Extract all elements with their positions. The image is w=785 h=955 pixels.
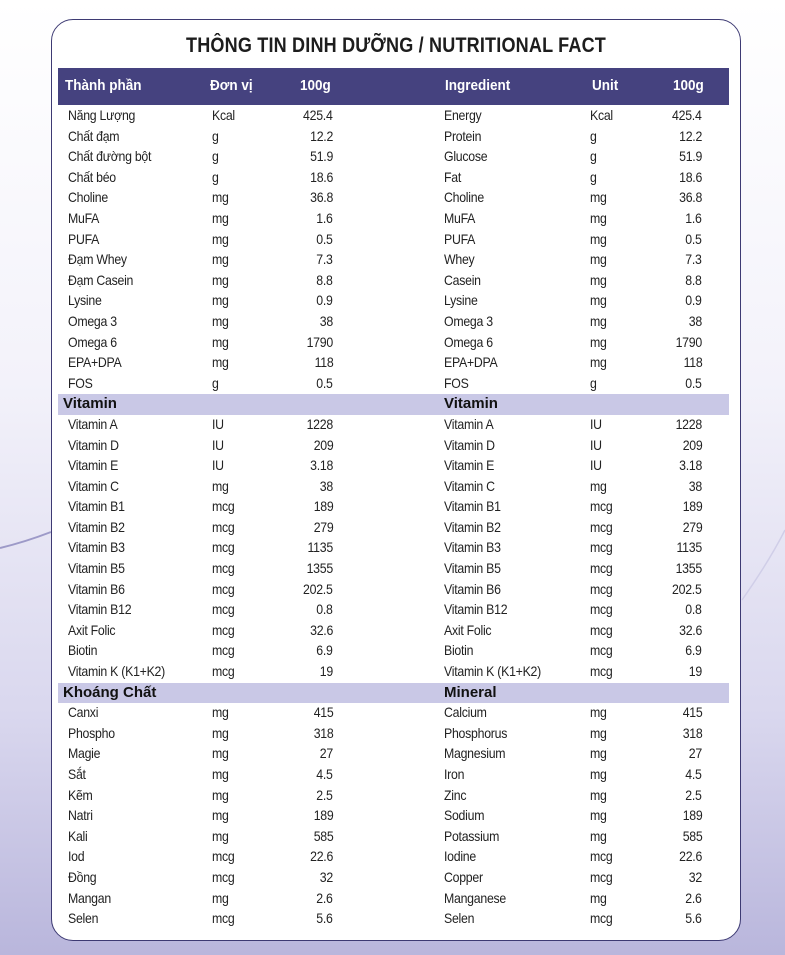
table-row [52, 538, 742, 559]
table-row [52, 662, 742, 683]
en-value: 32.6 [679, 621, 702, 638]
vi-value: 318 [313, 724, 333, 741]
vi-name: Magie [68, 745, 101, 762]
en-value: 8.8 [685, 271, 702, 288]
en-name: Vitamin B3 [444, 539, 501, 556]
vi-unit: mcg [212, 601, 235, 618]
en-unit: mg [590, 766, 607, 782]
section-title-vi: Khoáng Chất [63, 683, 157, 701]
en-name: Vitamin E [444, 457, 495, 474]
vi-name: Vitamin B12 [68, 601, 132, 618]
table-row [52, 230, 742, 251]
vi-unit: mg [212, 333, 229, 350]
en-unit: mg [590, 827, 607, 844]
vi-name: Đạm Whey [68, 251, 127, 268]
en-name: Protein [444, 127, 482, 144]
vi-value: 18.6 [310, 168, 333, 185]
table-row [52, 291, 742, 312]
en-value: 51.9 [679, 148, 702, 165]
en-value: 0.5 [685, 230, 702, 247]
vi-value: 1.6 [316, 209, 333, 226]
table-row [52, 374, 742, 395]
vi-unit: mcg [212, 848, 235, 865]
vi-name: Chất đạm [68, 127, 120, 144]
table-row [52, 147, 742, 168]
table-row [52, 889, 742, 910]
vi-unit: IU [212, 415, 224, 432]
table-row [52, 909, 742, 930]
en-unit: mcg [590, 663, 613, 680]
en-unit: g [590, 127, 597, 144]
en-name: Axit Folic [444, 621, 492, 638]
en-unit: mcg [590, 601, 613, 618]
vi-value: 0.5 [316, 374, 333, 391]
en-value: 425.4 [672, 107, 702, 123]
en-value: 3.18 [679, 457, 702, 474]
vi-unit: mcg [212, 539, 235, 556]
en-unit: mcg [590, 518, 613, 535]
vi-value: 1135 [307, 539, 333, 556]
en-unit: mg [590, 807, 607, 824]
en-value: 0.5 [685, 374, 702, 391]
table-row [52, 127, 742, 148]
vi-unit: g [212, 374, 219, 391]
vi-name: Đạm Casein [68, 271, 134, 288]
table-row [52, 621, 742, 642]
en-unit: mg [590, 354, 607, 371]
vi-name: Đồng [68, 868, 97, 885]
en-value: 209 [682, 436, 702, 453]
table-row [52, 744, 742, 765]
en-name: Casein [444, 271, 481, 288]
vi-unit: mg [212, 786, 229, 803]
table-row [52, 477, 742, 498]
vi-unit: mcg [212, 580, 235, 597]
en-value: 38 [688, 312, 702, 329]
table-row [52, 456, 742, 477]
en-value: 202.5 [672, 580, 702, 597]
en-unit: mcg [590, 910, 613, 927]
en-unit: g [590, 148, 597, 165]
vi-unit: mg [212, 209, 229, 226]
en-name: Biotin [444, 642, 474, 659]
en-unit: mg [590, 209, 607, 226]
en-unit: mcg [590, 560, 613, 577]
en-value: 1355 [675, 560, 702, 577]
vi-name: Lysine [68, 292, 102, 309]
vi-name: Mangan [68, 889, 111, 906]
vi-name: Vitamin E [68, 457, 119, 474]
vi-name: Vitamin C [68, 477, 119, 494]
vi-value: 189 [313, 807, 333, 824]
vi-unit: mcg [212, 621, 235, 638]
vi-name: EPA+DPA [68, 354, 122, 371]
vi-value: 38 [319, 477, 333, 494]
vi-value: 32 [319, 868, 333, 885]
en-value: 38 [688, 477, 702, 494]
en-name: Whey [444, 251, 475, 268]
vi-unit: g [212, 148, 219, 165]
en-unit: g [590, 374, 597, 391]
en-value: 27 [688, 745, 702, 762]
en-value: 585 [682, 827, 702, 844]
table-row [52, 436, 742, 457]
vi-value: 4.5 [316, 766, 333, 782]
vi-name: Biotin [68, 642, 98, 659]
table-header [58, 68, 729, 105]
table-row [52, 786, 742, 807]
en-unit: mg [590, 889, 607, 906]
vi-unit: mcg [212, 910, 235, 927]
en-value: 4.5 [685, 766, 702, 782]
table-row [52, 168, 742, 189]
vi-value: 189 [313, 498, 333, 515]
vi-name: Vitamin B3 [68, 539, 125, 556]
vi-value: 415 [313, 704, 333, 721]
vi-name: Vitamin K (K1+K2) [68, 663, 165, 680]
en-name: Phosphorus [444, 724, 508, 741]
en-value: 415 [682, 704, 702, 721]
vi-value: 0.8 [316, 601, 333, 618]
en-unit: mg [590, 312, 607, 329]
en-name: Vitamin C [444, 477, 495, 494]
en-unit: Kcal [590, 107, 613, 123]
en-value: 1135 [676, 539, 702, 556]
en-name: Vitamin D [444, 436, 495, 453]
vi-name: Natri [68, 807, 93, 824]
vi-unit: Kcal [212, 107, 235, 123]
en-name: Omega 3 [444, 312, 493, 329]
en-value: 36.8 [679, 189, 702, 206]
en-unit: mcg [590, 539, 613, 556]
vi-value: 6.9 [316, 642, 333, 659]
vi-unit: mcg [212, 663, 235, 680]
en-unit: g [590, 168, 597, 185]
en-unit: IU [590, 436, 602, 453]
en-name: Manganese [444, 889, 507, 906]
en-unit: mg [590, 477, 607, 494]
vi-value: 7.3 [316, 251, 333, 268]
vi-unit: IU [212, 457, 224, 474]
en-value: 12.2 [679, 127, 702, 144]
header-en-amount: 100g [673, 77, 704, 94]
en-value: 32 [688, 868, 702, 885]
en-value: 2.5 [685, 786, 702, 803]
vi-value: 38 [319, 312, 333, 329]
table-row [52, 806, 742, 827]
vi-value: 22.6 [310, 848, 333, 865]
en-name: Vitamin B1 [444, 498, 501, 515]
en-name: Vitamin K (K1+K2) [444, 663, 541, 680]
table-row [52, 868, 742, 889]
en-value: 22.6 [679, 848, 702, 865]
en-value: 19 [688, 663, 702, 680]
en-unit: mcg [590, 848, 613, 865]
vi-value: 8.8 [316, 271, 333, 288]
en-name: Choline [444, 189, 484, 206]
vi-name: Axit Folic [68, 621, 116, 638]
vi-name: Chất béo [68, 168, 116, 185]
section-header [58, 394, 729, 415]
vi-value: 3.18 [310, 457, 333, 474]
header-vi-unit: Đơn vị [210, 77, 253, 94]
en-unit: mg [590, 333, 607, 350]
vi-value: 0.9 [316, 292, 333, 309]
vi-unit: mg [212, 889, 229, 906]
vi-name: Vitamin B6 [68, 580, 125, 597]
en-value: 118 [683, 354, 702, 371]
vi-value: 27 [319, 745, 333, 762]
vi-unit: mg [212, 312, 229, 329]
en-unit: mcg [590, 498, 613, 515]
vi-unit: mg [212, 230, 229, 247]
en-unit: mg [590, 230, 607, 247]
en-unit: mg [590, 292, 607, 309]
table-row [52, 353, 742, 374]
en-name: MuFA [444, 209, 476, 226]
en-value: 0.9 [685, 292, 702, 309]
table-row [52, 188, 742, 209]
table-row [52, 106, 742, 127]
en-name: Zinc [444, 786, 467, 803]
en-name: Vitamin A [444, 415, 494, 432]
en-value: 5.6 [685, 910, 702, 927]
vi-name: Selen [68, 910, 99, 927]
en-unit: IU [590, 457, 602, 474]
nutrition-card [51, 19, 741, 941]
vi-unit: mg [212, 827, 229, 844]
table-row [52, 703, 742, 724]
en-unit: IU [590, 415, 602, 432]
en-unit: mg [590, 745, 607, 762]
vi-name: Vitamin B2 [68, 518, 125, 535]
en-unit: mg [590, 704, 607, 721]
en-name: Fat [444, 168, 462, 185]
vi-value: 51.9 [310, 148, 333, 165]
en-name: Sodium [444, 807, 485, 824]
en-name: Vitamin B5 [444, 560, 501, 577]
nutrition-table-body [52, 106, 742, 930]
en-name: Iron [444, 766, 465, 782]
en-name: Copper [444, 868, 483, 885]
en-name: Vitamin B2 [444, 518, 501, 535]
header-vi-ingredient: Thành phần [65, 77, 142, 94]
table-row [52, 415, 742, 436]
table-row [52, 312, 742, 333]
vi-value: 2.5 [316, 786, 333, 803]
vi-unit: mcg [212, 642, 235, 659]
vi-name: Chất đường bột [68, 148, 152, 165]
vi-value: 12.2 [310, 127, 333, 144]
en-value: 6.9 [685, 642, 702, 659]
en-value: 18.6 [679, 168, 702, 185]
vi-unit: mg [212, 271, 229, 288]
table-row [52, 559, 742, 580]
section-title-en: Mineral [444, 683, 497, 701]
en-unit: mg [590, 189, 607, 206]
en-value: 7.3 [685, 251, 702, 268]
en-name: Vitamin B6 [444, 580, 501, 597]
vi-value: 1355 [306, 560, 333, 577]
vi-value: 0.5 [316, 230, 333, 247]
vi-name: Vitamin B1 [68, 498, 125, 515]
vi-name: Vitamin B5 [68, 560, 125, 577]
en-name: FOS [444, 374, 469, 391]
vi-value: 36.8 [310, 189, 333, 206]
table-row [52, 250, 742, 271]
table-row [52, 641, 742, 662]
vi-value: 202.5 [303, 580, 333, 597]
vi-unit: mg [212, 724, 229, 741]
vi-name: PUFA [68, 230, 100, 247]
en-name: Potassium [444, 827, 500, 844]
vi-unit: mcg [212, 498, 235, 515]
vi-unit: mg [212, 807, 229, 824]
en-value: 189 [682, 807, 702, 824]
en-unit: mcg [590, 642, 613, 659]
vi-unit: mg [212, 745, 229, 762]
vi-unit: mg [212, 251, 229, 268]
vi-value: 19 [319, 663, 333, 680]
vi-unit: mg [212, 354, 229, 371]
vi-name: FOS [68, 374, 93, 391]
header-en-ingredient: Ingredient [445, 77, 511, 94]
section-title-en: Vitamin [444, 395, 498, 413]
en-unit: mcg [590, 868, 613, 885]
vi-unit: IU [212, 436, 224, 453]
vi-unit: mg [212, 292, 229, 309]
table-row [52, 827, 742, 848]
vi-value: 1790 [306, 333, 333, 350]
table-row [52, 600, 742, 621]
en-name: Vitamin B12 [444, 601, 508, 618]
en-value: 1228 [675, 415, 702, 432]
vi-value: 425.4 [303, 107, 333, 123]
vi-name: MuFA [68, 209, 100, 226]
en-value: 279 [682, 518, 702, 535]
vi-unit: mg [212, 704, 229, 721]
table-row [52, 518, 742, 539]
vi-name: Canxi [68, 704, 99, 721]
section-title-vi: Vitamin [63, 395, 117, 413]
en-value: 0.8 [685, 601, 702, 618]
vi-unit: mg [212, 766, 229, 782]
vi-unit: g [212, 168, 219, 185]
vi-unit: mcg [212, 518, 235, 535]
en-name: Selen [444, 910, 475, 927]
table-row [52, 765, 742, 786]
vi-name: Vitamin D [68, 436, 119, 453]
vi-name: Sắt [68, 766, 86, 782]
en-name: Energy [444, 107, 482, 123]
en-value: 189 [682, 498, 702, 515]
vi-name: Omega 3 [68, 312, 117, 329]
en-value: 1.6 [685, 209, 702, 226]
en-value: 1790 [675, 333, 702, 350]
vi-unit: mcg [212, 560, 235, 577]
en-unit: mcg [590, 580, 613, 597]
table-row [52, 724, 742, 745]
vi-unit: mg [212, 189, 229, 206]
vi-name: Choline [68, 189, 108, 206]
header-en-unit: Unit [592, 77, 619, 94]
section-header [58, 683, 729, 704]
vi-unit: mg [212, 477, 229, 494]
vi-value: 2.6 [316, 889, 333, 906]
vi-unit: mcg [212, 868, 235, 885]
en-name: Calcium [444, 704, 487, 721]
en-unit: mcg [590, 621, 613, 638]
en-value: 318 [682, 724, 702, 741]
en-name: Omega 6 [444, 333, 493, 350]
en-name: PUFA [444, 230, 476, 247]
vi-value: 5.6 [316, 910, 333, 927]
en-unit: mg [590, 786, 607, 803]
table-row [52, 209, 742, 230]
en-name: EPA+DPA [444, 354, 498, 371]
vi-value: 585 [313, 827, 333, 844]
vi-name: Vitamin A [68, 415, 118, 432]
en-unit: mg [590, 271, 607, 288]
vi-value: 32.6 [310, 621, 333, 638]
vi-value: 118 [314, 354, 333, 371]
table-row [52, 580, 742, 601]
vi-name: Kẽm [68, 786, 93, 803]
vi-name: Iod [68, 848, 85, 865]
vi-name: Phospho [68, 724, 115, 741]
table-row [52, 271, 742, 292]
vi-value: 279 [313, 518, 333, 535]
table-row [52, 497, 742, 518]
header-vi-amount: 100g [300, 77, 331, 94]
vi-name: Kali [68, 827, 88, 844]
en-name: Glucose [444, 148, 488, 165]
vi-name: Năng Lượng [68, 107, 136, 123]
vi-value: 1228 [306, 415, 333, 432]
en-name: Magnesium [444, 745, 506, 762]
table-row [52, 847, 742, 868]
en-unit: mg [590, 724, 607, 741]
en-name: Iodine [444, 848, 476, 865]
en-unit: mg [590, 251, 607, 268]
table-row [52, 333, 742, 354]
vi-unit: g [212, 127, 219, 144]
en-name: Lysine [444, 292, 478, 309]
vi-name: Omega 6 [68, 333, 117, 350]
en-value: 2.6 [685, 889, 702, 906]
vi-value: 209 [313, 436, 333, 453]
page-title: THÔNG TIN DINH DƯỠNG / NUTRITIONAL FACT [185, 34, 607, 57]
